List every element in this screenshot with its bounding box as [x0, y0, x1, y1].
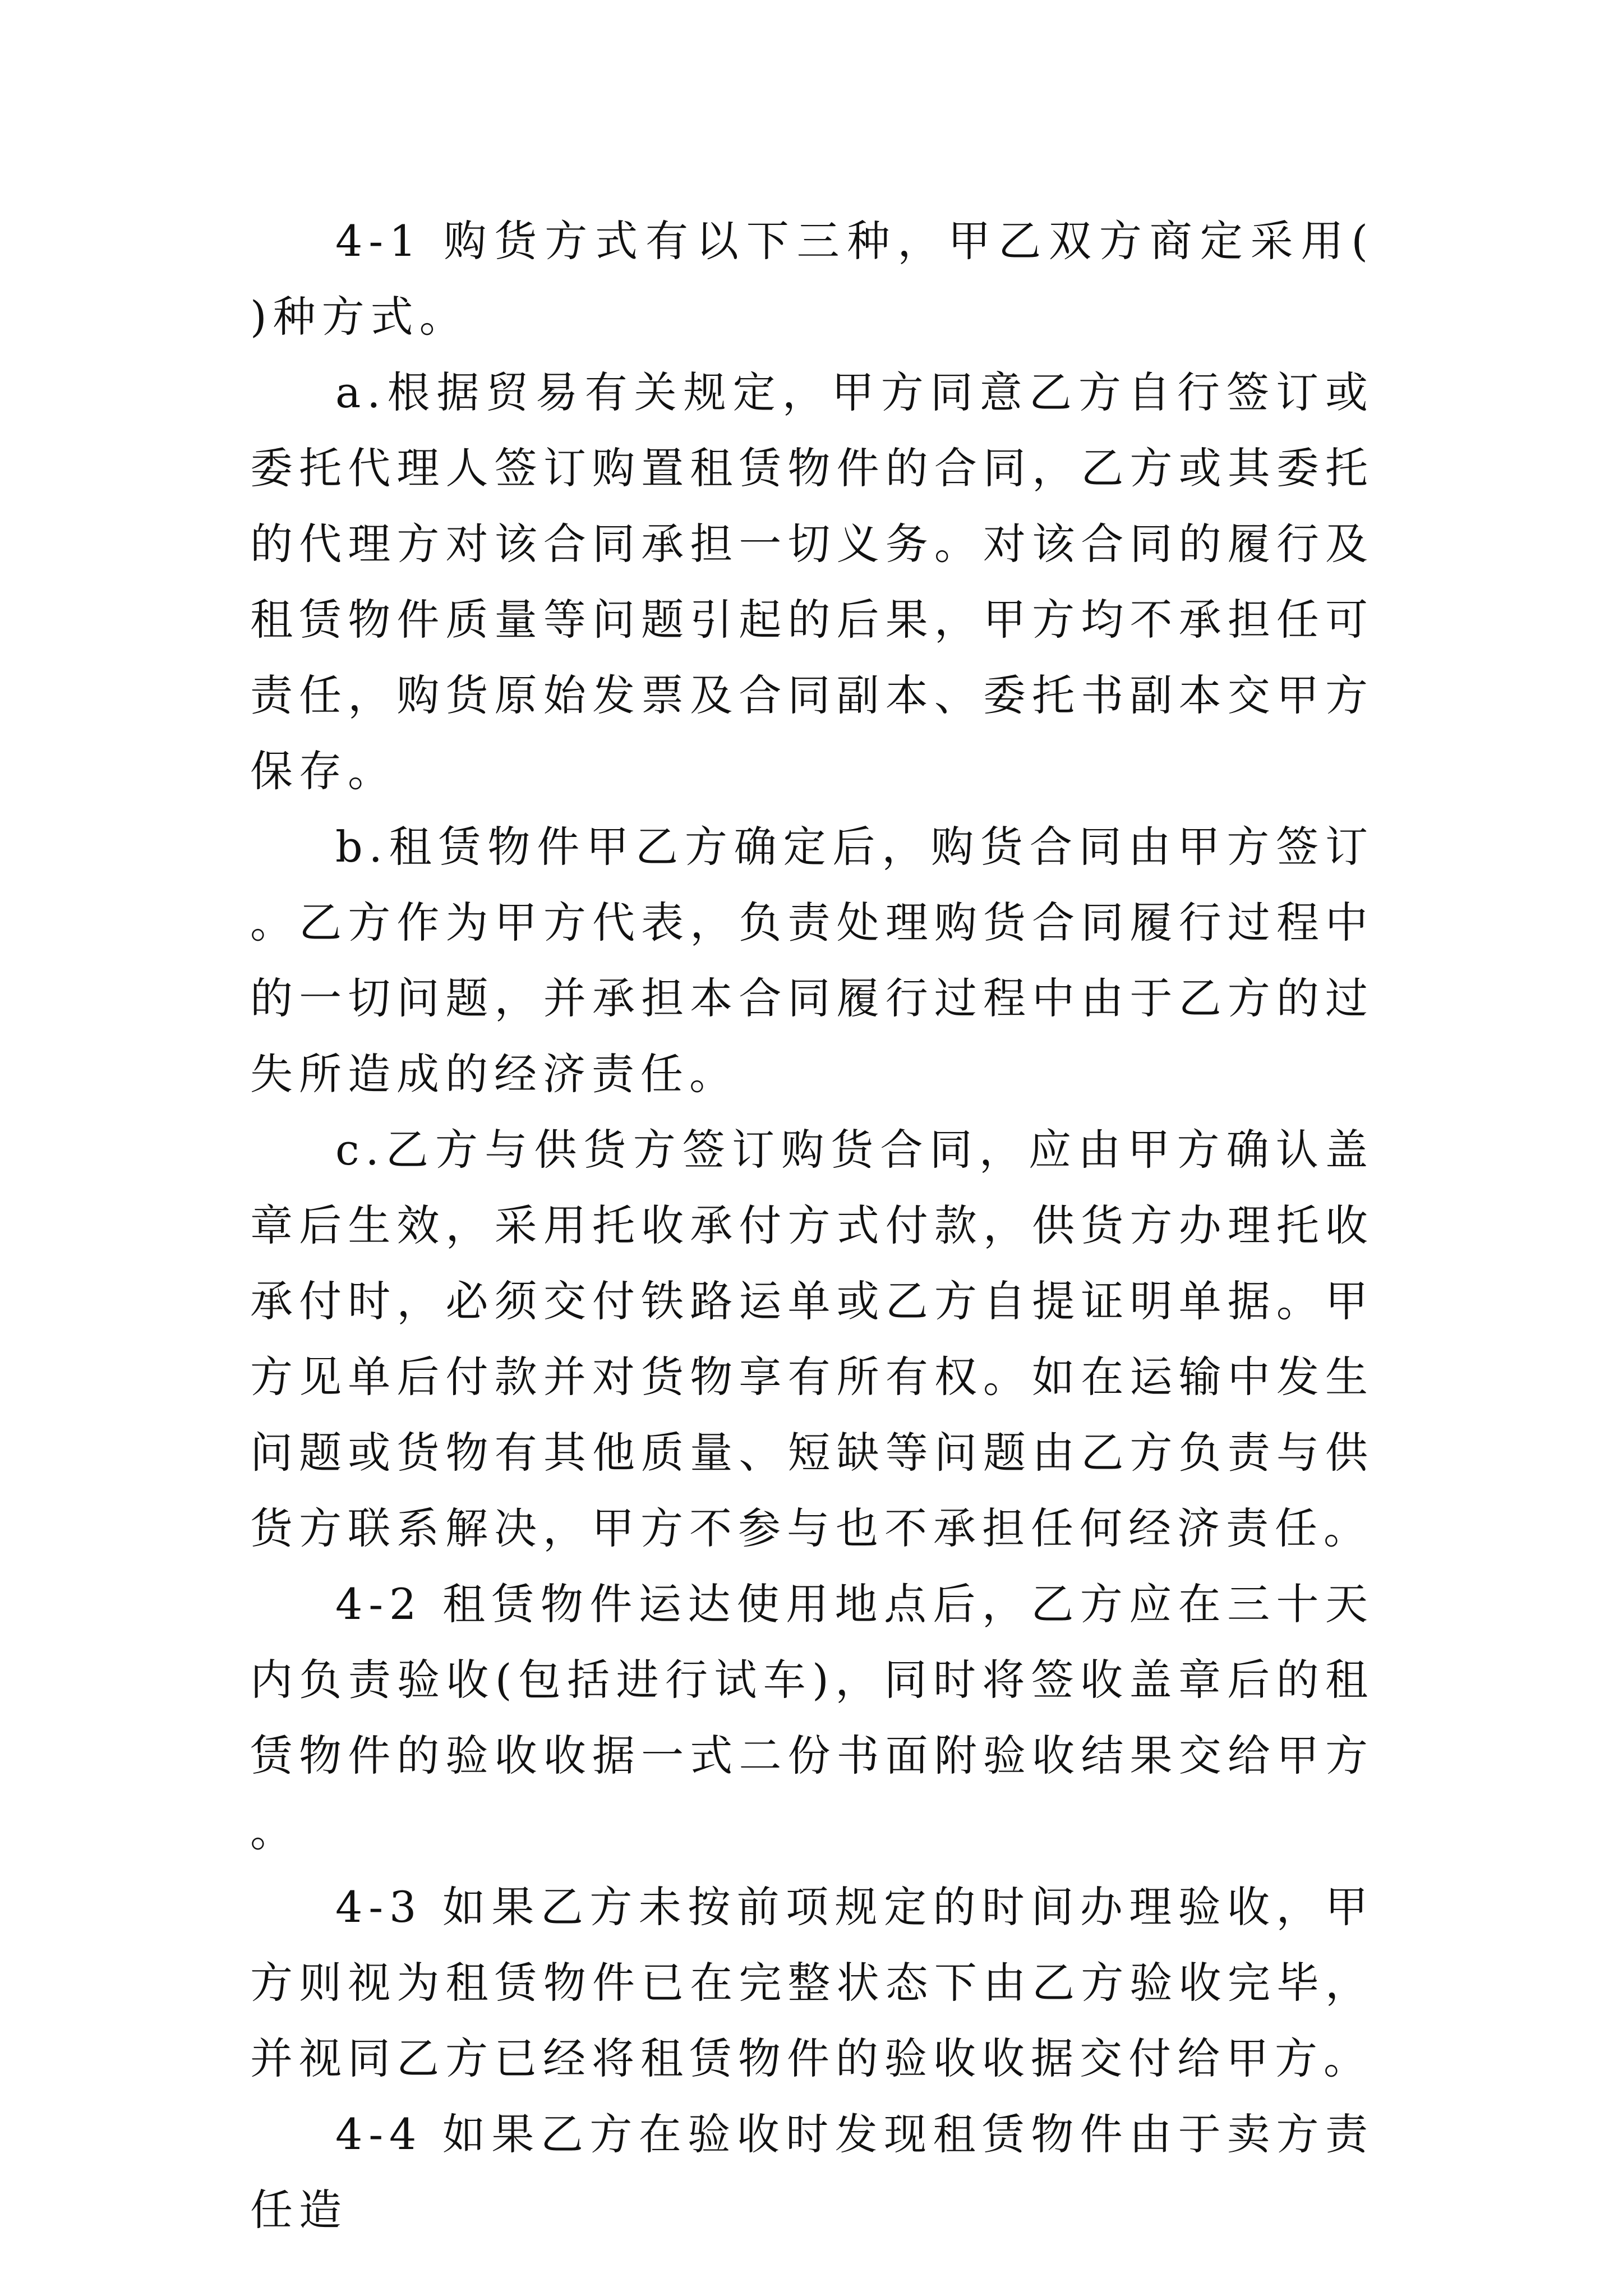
- clause-4-1-option-a: a.根据贸易有关规定，甲方同意乙方自行签订或委托代理人签订购置租赁物件的合同，乙方或其委托的代理方对该合同承担一切义务。对该合同的履行及租赁物件质量等问题引起的后果，甲方均不承担任可责任，购货原始发票及合同副本、委托书副本交甲方保存。: [250, 367, 1374, 796]
- clause-4-1-option-b: b.租赁物件甲乙方确定后，购货合同由甲方签订。乙方作为甲方代表，负责处理购货合同履行过程中的一切问题，并承担本合同履行过程中由于乙方的过失所造成的经济责任。: [250, 822, 1374, 1099]
- document-body: [250, 203, 1374, 2248]
- clause-4-4: 4-4 如果乙方在验收时发现租赁物件由于卖方责任造: [250, 2109, 1374, 2235]
- clause-4-3: 4-3 如果乙方未按前项规定的时间办理验收，甲方则视为租赁物件已在完整状态下由乙方验收完毕，并视同乙方已经将租赁物件的验收收据交付给甲方。: [250, 1882, 1374, 2083]
- clause-4-1: 4-1 购货方式有以下三种，甲乙双方商定采用( )种方式。: [250, 216, 1374, 342]
- clause-4-1-option-c: c.乙方与供货方签订购货合同，应由甲方确认盖章后生效，采用托收承付方式付款，供货方办理托收承付时，必须交付铁路运单或乙方自提证明单据。甲方见单后付款并对货物享有所有权。如在运输中发生问题或货物有其他质量、短缺等问题由乙方负责与供货方联系解决，甲方不参与也不承担任何经济责任。: [250, 1125, 1374, 1553]
- clause-4-2: 4-2 租赁物件运达使用地点后，乙方应在三十天内负责验收(包括进行试车)，同时将签收盖章后的租赁物件的验收收据一式二份书面附验收结果交给甲方。: [250, 1579, 1374, 1856]
